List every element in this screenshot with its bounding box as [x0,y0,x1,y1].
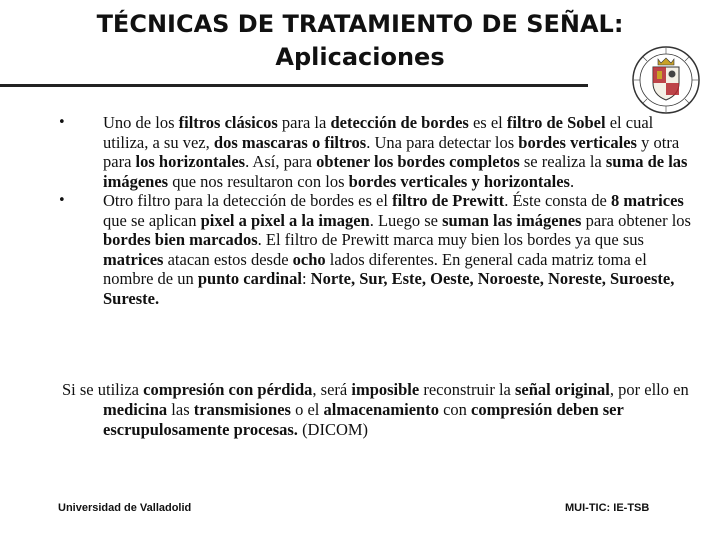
text-run: Si se utiliza [62,380,144,399]
text-run: o el [290,400,324,419]
emphasis-text: suma de las imágenes [103,152,688,191]
body-paragraph [62,380,720,440]
emphasis-text: los horizontales [135,152,246,171]
emphasis-text: ocho [292,249,326,269]
text-run: . Una para detectar los [366,132,519,152]
text-run: atacan estos desde [163,249,293,269]
title-line-2: Aplicaciones [275,43,445,71]
emphasis-text: obtener los bordes completos [316,152,520,171]
text-run: , por ello en [609,380,689,399]
emphasis-text: transmisiones [193,400,291,419]
text-run: es el [468,113,507,132]
bullet-item [58,113,698,191]
emphasis-text: compresión con pérdida [143,380,313,399]
text-run: . Así, para [245,152,317,171]
footer-institution: Universidad de Valladolid [58,502,192,514]
emphasis-text: matrices [103,249,164,269]
text-run: para obtener los [581,210,691,230]
bullet-dot: • [58,115,66,130]
emphasis-text: bordes verticales [518,132,637,152]
emphasis-text: Norte, Sur, Este, Oeste, Noroeste, Noreste, Suroeste, Sureste. [103,269,675,308]
emphasis-text: detección de bordes [330,113,469,132]
text-run: que nos resultaron con los [168,171,349,191]
text-run: Otro filtro para la detección de bordes es el [103,191,393,210]
text-run: para la [277,113,331,132]
page-title [0,8,720,74]
text-run: Uno de los [103,113,179,132]
emphasis-text: compresión deben ser escrupulosamente procesas. [103,400,624,439]
university-seal-icon [631,45,701,115]
title-line-1: TÉCNICAS DE TRATAMIENTO DE SEÑAL: [96,10,624,38]
emphasis-text: filtro de Prewitt [392,191,505,210]
text-run: , será [312,380,352,399]
text-run: que se aplican [103,210,201,230]
text-run: . Éste consta de [504,191,611,210]
bullet-text [103,191,691,308]
text-run: reconstruir la [419,380,515,399]
emphasis-text: pixel a pixel a la imagen [200,210,370,230]
text-run: : [301,269,311,288]
bullet-list [58,113,698,308]
text-run: se realiza la [519,152,606,171]
text-run: el cual utiliza, a su vez, [103,113,654,152]
emphasis-text: señal original [515,380,610,399]
emphasis-text: almacenamiento [323,400,439,419]
emphasis-text: punto cardinal [197,269,302,288]
emphasis-text: filtros clásicos [178,113,278,132]
bullet-dot: • [58,193,66,208]
emphasis-text: suman las imágenes [442,210,582,230]
emphasis-text: filtro de Sobel [506,113,606,132]
bullet-text [103,113,687,191]
footer-course: MUI-TIC: IE-TSB [565,502,650,514]
text-run: . Luego se [369,210,443,230]
text-run: con [438,400,472,419]
text-run: . [569,171,575,191]
emphasis-text: 8 matrices [610,191,684,210]
text-run: y otra para [103,132,680,171]
bullet-item [58,191,698,308]
emphasis-text: dos mascaras o filtros [213,132,367,152]
emphasis-text: imposible [351,380,420,399]
emphasis-text: bordes bien marcados [103,230,258,249]
text-run: las [167,400,194,419]
text-run: . El filtro de Prewitt marca muy bien los bordes ya que sus [257,230,644,249]
title-divider [0,84,588,87]
text-run: (DICOM) [297,420,369,439]
text-run: lados diferentes. En general cada matriz toma el nombre de un [103,249,647,288]
emphasis-text: medicina [103,400,168,419]
emphasis-text: bordes verticales y horizontales [348,171,570,191]
